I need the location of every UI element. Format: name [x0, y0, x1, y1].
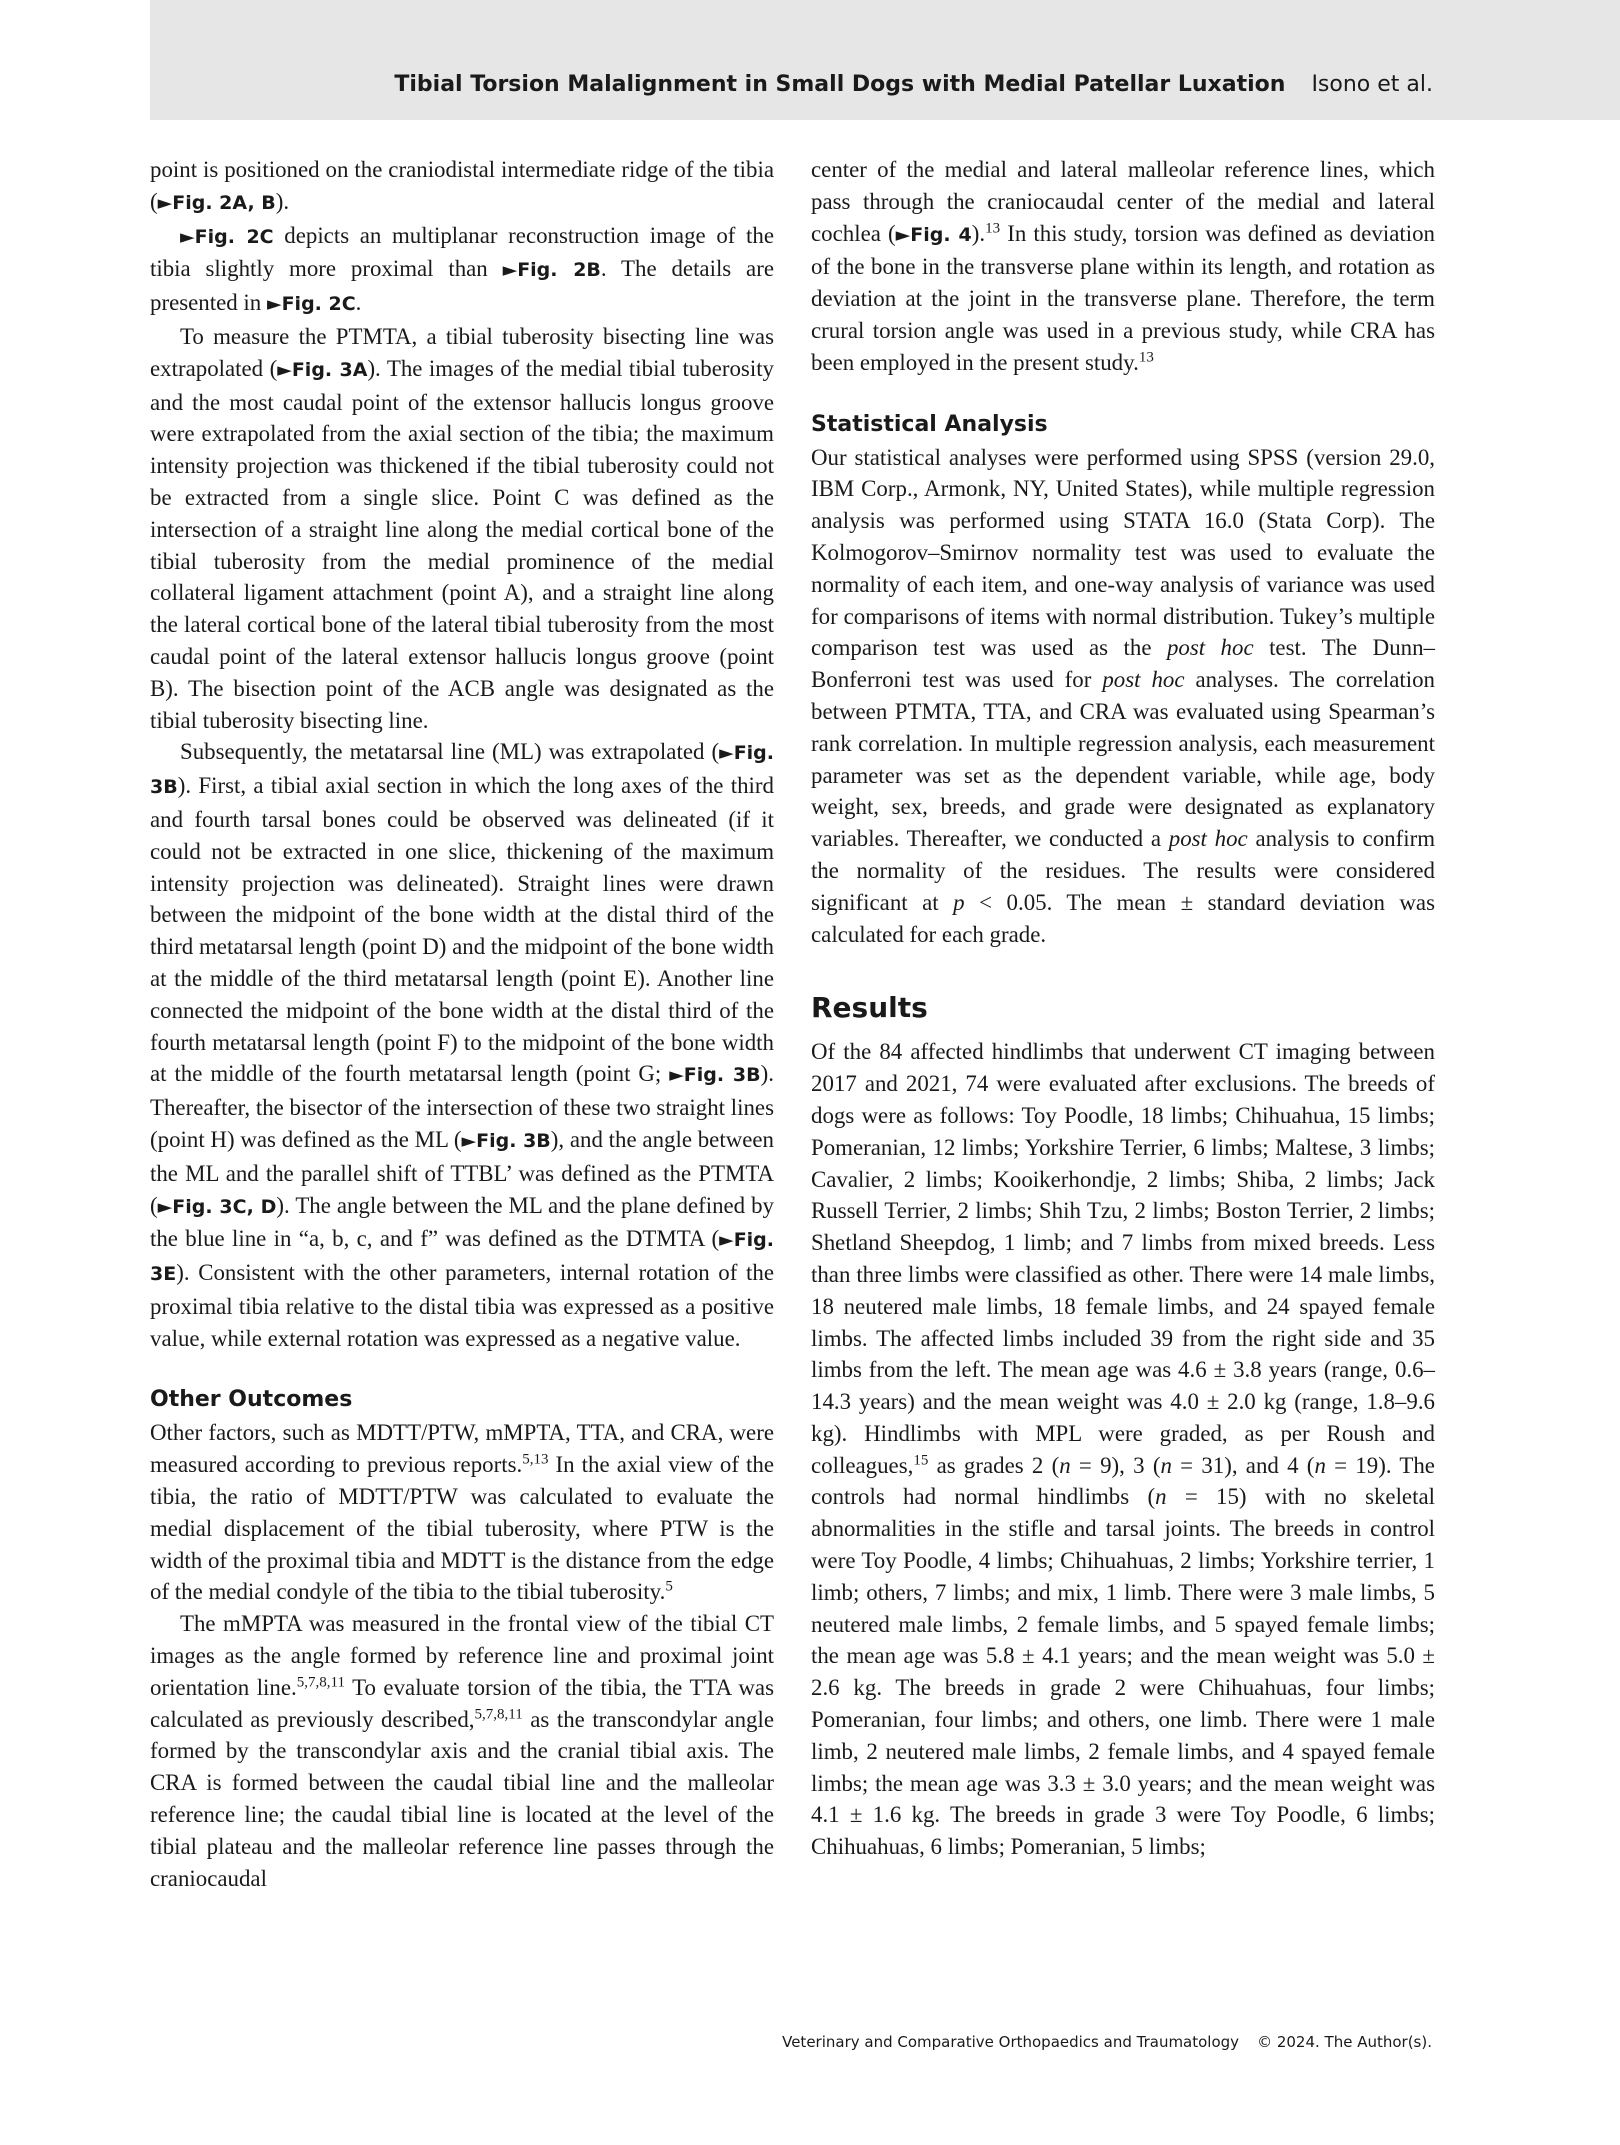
footer-journal: Veterinary and Comparative Orthopaedics and Traumatology	[782, 2033, 1240, 2051]
figure-reference-link[interactable]: ►Fig. 2C	[180, 225, 274, 248]
paragraph: Subsequently, the metatarsal line (ML) was extrapolated (►Fig. 3B). First, a tibial axial section in which the long axes of the third and fourth tarsal bones could be observed was delineated (if it could not be extracted in one slice, thickening of the maximum intensity projection was delineated). Straight lines were drawn between the midpoint of the bone width at the distal third of the third metatarsal length (point D) and the midpoint of the bone width at the middle of the third metatarsal length (point E). Another line connected the midpoint of the bone width at the distal third of the fourth metatarsal length (point F) to the midpoint of the bone width at the middle of the fourth metatarsal length (point G; ►Fig. 3B). Thereafter, the bisector of the intersection of these two straight lines (point H) was defined as the ML (►Fig. 3B), and the angle between the ML and the parallel shift of TTBL’ was defined as the PTMTA (►Fig. 3C, D). The angle between the ML and the plane defined by the blue line in “a, b, c, and f” was defined as the DTMTA (►Fig. 3E). Consistent with the other parameters, internal rotation of the proximal tibia relative to the distal tibia was expressed as a positive value, while external rotation was expressed as a negative value.	[150, 739, 774, 1351]
citation-link[interactable]: 5,7,8,11	[296, 1674, 345, 1691]
citation-link[interactable]: 13	[985, 219, 1001, 236]
footer-copyright: © 2024. The Author(s).	[1257, 2033, 1432, 2051]
section-heading-statistical-analysis: Statistical Analysis	[811, 411, 1048, 437]
page-footer	[782, 2033, 1432, 2051]
figure-reference-link[interactable]: ►Fig. 2A, B	[157, 191, 276, 214]
citation-link[interactable]: 5,13	[522, 1451, 549, 1468]
paragraph: point is positioned on the craniodistal intermediate ridge of the tibia (►Fig. 2A, B).	[150, 157, 774, 214]
paragraph: Of the 84 affected hindlimbs that underwent CT imaging between 2017 and 2021, 74 were evaluated after exclusions. The breeds of dogs were as follows: Toy Poodle, 18 limbs; Chihuahua, 15 limbs; Pomeranian, 12 limbs; Yorkshire Terrier, 6 limbs; Maltese, 3 limbs; Cavalier, 2 limbs; Kooikerhondje, 2 limbs; Shiba, 2 limbs; Jack Russell Terrier, 2 limbs; Shih Tzu, 2 limbs; Boston Terrier, 2 limbs; Shetland Sheepdog, 1 limb; and 7 limbs from mixed breeds. Less than three limbs were classified as other. There were 14 male limbs, 18 neutered male limbs, 18 female limbs, and 24 spayed female limbs. The affected limbs included 39 from the right side and 35 limbs from the left. The mean age was 4.6 ± 3.8 years (range, 0.6–14.3 years) and the mean weight was 4.0 ± 2.0 kg (range, 1.8–9.6 kg). Hindlimbs with MPL were graded, as per Roush and colleagues,$^{15}$ as grades 2 (n = 9), 3 (n = 31), and 4 (n = 19). The controls had normal hindlimbs (n = 15) with no skeletal abnormalities in the stifle and tarsal joints. The breeds in control were Toy Poodle, 4 limbs; Chihuahuas, 2 limbs; Yorkshire terrier, 1 limb; others, 7 limbs; and mix, 1 limb. There were 3 male limbs, 5 neutered male limbs, 2 female limbs, and 5 spayed female limbs; the mean age was 5.8 ± 4.1 years; and the mean weight was 5.0 ± 2.6 kg. The breeds in grade 2 were Chihuahuas, four limbs; Pomeranian, four limbs; and others, one limb. There were 1 male limb, 2 neutered male limbs, 2 female limbs, and 4 spayed female limbs; the mean age was 3.3 ± 3.0 years; and the mean weight was 4.1 ± 1.6 kg. The breeds in grade 3 were Toy Poodle, 6 limbs; Chihuahuas, 6 limbs; Pomeranian, 5 limbs;	[811, 1039, 1435, 1860]
paragraph: center of the medial and lateral malleolar reference lines, which pass through the craniocaudal center of the medial and lateral cochlea (►Fig. 4).$^{13}$ In this study, torsion was defined as deviation of the bone in the transverse plane within its length, and rotation as deviation at the joint in the transverse plane. Therefore, the term crural torsion angle was used in a previous study, while CRA has been employed in the present study.$^{13}$	[811, 157, 1435, 375]
paragraph: To measure the PTMTA, a tibial tuberosity bisecting line was extrapolated (►Fig. 3A). The images of the medial tibial tuberosity and the most caudal point of the extensor hallucis longus groove were extrapolated from the axial section of the tibia; the maximum intensity projection was thickened if the tibial tuberosity could not be extracted from a single slice. Point C was defined as the intersection of a straight line along the medial cortical bone of the tibial tuberosity from the medial prominence of the medial collateral ligament attachment (point A), and a straight line along the lateral cortical bone of the lateral tibial tuberosity from the most caudal point of the lateral extensor hallucis longus groove (point B). The bisection point of the ACB angle was designated as the tibial tuberosity bisecting line.	[150, 323, 774, 733]
citation-link[interactable]: 5,7,8,11	[474, 1706, 523, 1723]
figure-reference-link[interactable]: ►Fig. 3B	[669, 1064, 761, 1087]
running-head-authors: Isono et al.	[1311, 72, 1433, 97]
header-band	[150, 0, 1620, 120]
figure-reference-link[interactable]: ►Fig. 2B	[502, 259, 601, 282]
running-head	[394, 72, 1433, 97]
figure-reference-link[interactable]: ►Fig. 3B	[150, 742, 774, 799]
figure-reference-link[interactable]: ►Fig. 2C	[266, 293, 356, 316]
paragraph: ►Fig. 2C depicts an multiplanar reconstruction image of the tibia slightly more proximal than ►Fig. 2B. The details are presented in ►Fig. 2C.	[150, 222, 774, 316]
citation-link[interactable]: 13	[1138, 349, 1154, 366]
figure-reference-link[interactable]: ►Fig. 4	[895, 223, 972, 246]
figure-reference-link[interactable]: ►Fig. 3B	[461, 1129, 551, 1152]
right-column	[811, 154, 1435, 1863]
section-heading-results: Results	[811, 991, 928, 1025]
figure-reference-link[interactable]: ►Fig. 3E	[150, 1229, 774, 1286]
paragraph: Other factors, such as MDTT/PTW, mMPTA, TTA, and CRA, were measured according to previous reports.$^{5,13}$ In the axial view of the tibia, the ratio of MDTT/PTW was calculated to evaluate the medial displacement of the tibial tuberosity, where PTW is the width of the proximal tibia and MDTT is the distance from the edge of the medial condyle of the tibia to the tibial tuberosity.$^5$	[150, 1420, 774, 1605]
section-heading-other-outcomes: Other Outcomes	[150, 1387, 353, 1413]
running-head-title: Tibial Torsion Malalignment in Small Dogs with Medial Patellar Luxation	[394, 72, 1286, 97]
paragraph: Our statistical analyses were performed using SPSS (version 29.0, IBM Corp., Armonk, NY, United States), while multiple regression analysis was performed using STATA 16.0 (Stata Corp). The Kolmogorov–Smirnov normality test was used to evaluate the normality of each item, and one-way analysis of variance was used for comparisons of items with normal distribution. Tukey’s multiple comparison test was used as the post hoc test. The Dunn–Bonferroni test was used for post hoc analyses. The correlation between PTMTA, TTA, and CRA was evaluated using Spearman’s rank correlation. In multiple regression analysis, each measurement parameter was set as the dependent variable, while age, body weight, sex, breeds, and grade were designated as explanatory variables. Thereafter, we conducted a post hoc analysis to confirm the normality of the residues. The results were considered significant at p < 0.05. The mean ± standard deviation was calculated for each grade.	[811, 444, 1436, 947]
figure-reference-link[interactable]: ►Fig. 3A	[277, 358, 368, 381]
citation-link[interactable]: 15	[913, 1452, 929, 1469]
paragraph: The mMPTA was measured in the frontal view of the tibial CT images as the angle formed by reference line and proximal joint orientation line.$^{5,7,8,11}$ To evaluate torsion of the tibia, the TTA was calculated as previously described,$^{5,7,8,11}$ as the transcondylar angle formed by the transcondylar axis and the cranial tibial axis. The CRA is formed between the caudal tibial line and the malleolar reference line; the caudal tibial line is located at the level of the tibial plateau and the malleolar reference line passes through the craniocaudal	[150, 1611, 774, 1891]
left-column	[150, 154, 774, 1894]
citation-link[interactable]: 5	[665, 1578, 673, 1595]
figure-reference-link[interactable]: ►Fig. 3C, D	[157, 1195, 277, 1218]
